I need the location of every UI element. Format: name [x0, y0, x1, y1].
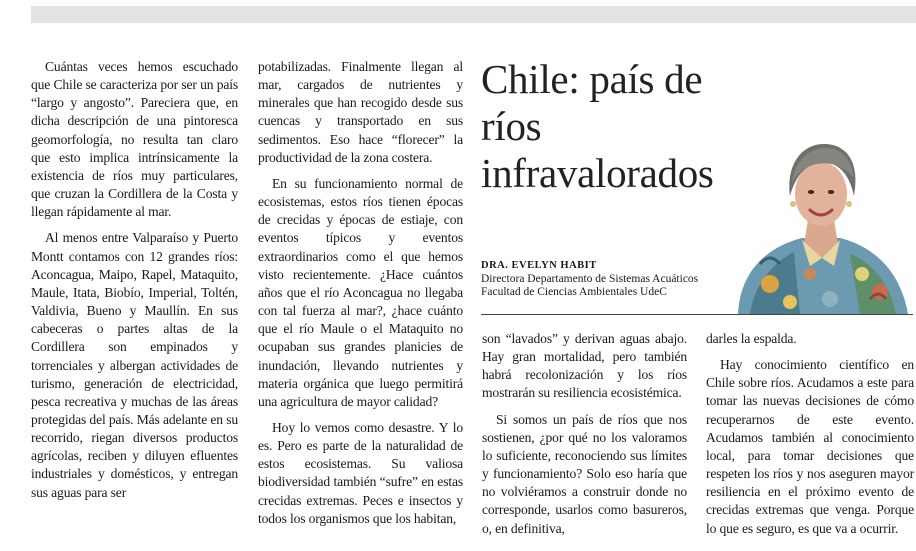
byline	[481, 259, 741, 300]
article-paragraph: potabilizadas. Finalmente llegan al mar, cargados de nutrientes y minerales que han recogido desde sus cuencas y transportado en sus sedimentos. Eso hace “florecer” la productividad de la zona costera.	[258, 59, 463, 165]
article-column-4	[706, 330, 914, 538]
section-divider	[481, 314, 913, 315]
article-paragraph: son “lavados” y derivan aguas abajo. Hay gran mortalidad, pero también habrá recolonización y los ríos mostrarán su resiliencia ecosistémica.	[482, 331, 687, 401]
article-column-3	[482, 330, 687, 538]
author-role: Directora Departamento de Sistemas Acuáticos	[481, 272, 699, 285]
article-paragraph: Hoy lo vemos como desastre. Y lo es. Pero es parte de la naturalidad de estos ecosistemas. Su valiosa biodiversidad también “sufre” en estas crecidas extremas. Peces e insectos y todos los organismos que los habitan,	[258, 419, 463, 526]
article-paragraph: Si somos un país de ríos que nos sostienen, ¿por qué no los valoramos lo suficiente, reconociendo sus límites y funcionamiento? Solo eso haría que no volviéramos a construir donde no corresponde, usarlos como basureros, o, en definitiva,	[482, 411, 687, 536]
author-photo	[730, 134, 910, 314]
article-column-2	[258, 58, 463, 528]
article-paragraph: darles la espalda.	[706, 331, 797, 346]
article-paragraph: Al menos entre Valparaíso y Puerto Montt contamos con 12 grandes ríos: Aconcagua, Maipo, Rapel, Mataquito, Maule, Itata, Biobío, Imperial, Toltén, Valdivia, Bueno y Maullín. En sus cabeceras o partes altas de la Cordillera son empinados y torrenciales y albergan actividades de turismo, generación de electricidad, pesca recreativa y muchas de las áreas protegidas del país. Más adelante en su recorrido, riegan diversos productos agrícolas, reciben y diluyen efluentes industriales y domésticos, y entregan sus aguas para ser	[31, 230, 238, 500]
headline: Chile: país de ríos infravalorados	[481, 56, 714, 196]
article-column-1	[31, 58, 238, 502]
top-gray-bar	[31, 6, 916, 23]
article-paragraph: Cuántas veces hemos escuchado que Chile se caracteriza por ser un país “largo y angosto”. Pareciera que, en dicha descripción de una pintoresca geomorfología, no resulta tan claro que esto implica intrínsicamente la existencia de ríos muy particulares, que cruzan la Cordillera de la Costa y llegan rápidamente al mar.	[31, 59, 238, 220]
author-name: DRA. EVELYN HABIT	[481, 260, 597, 271]
article-paragraph: Hay conocimiento científico en Chile sobre ríos. Acudamos a este para tomar las nuevas decisiones de cómo recuperarnos de este evento. Acudamos también al conocimiento local, para tomar decisiones que respeten los ríos y nos aseguren mayor resiliencia en el próximo evento de crecidas extremas que venga. Porque lo que es seguro, es que va a ocurrir.	[706, 357, 914, 536]
article-paragraph: En su funcionamiento normal de ecosistemas, estos ríos tienen épocas de crecidas y épocas de estiaje, con eventos típicos y eventos extraordinarios como el que hemos visto recientemente. ¿Hace cuántos años que el río Aconcagua no llegaba con tal fuerza al mar?, ¿hace cuánto que el río Maule o el Mataquito no ocupaban sus grandes planicies de inundación, llevando nutrientes y materia orgánica que luego permitirá una agricultura de mayor calidad?	[258, 175, 463, 409]
author-affiliation: Facultad de Ciencias Ambientales UdeC	[481, 286, 667, 298]
